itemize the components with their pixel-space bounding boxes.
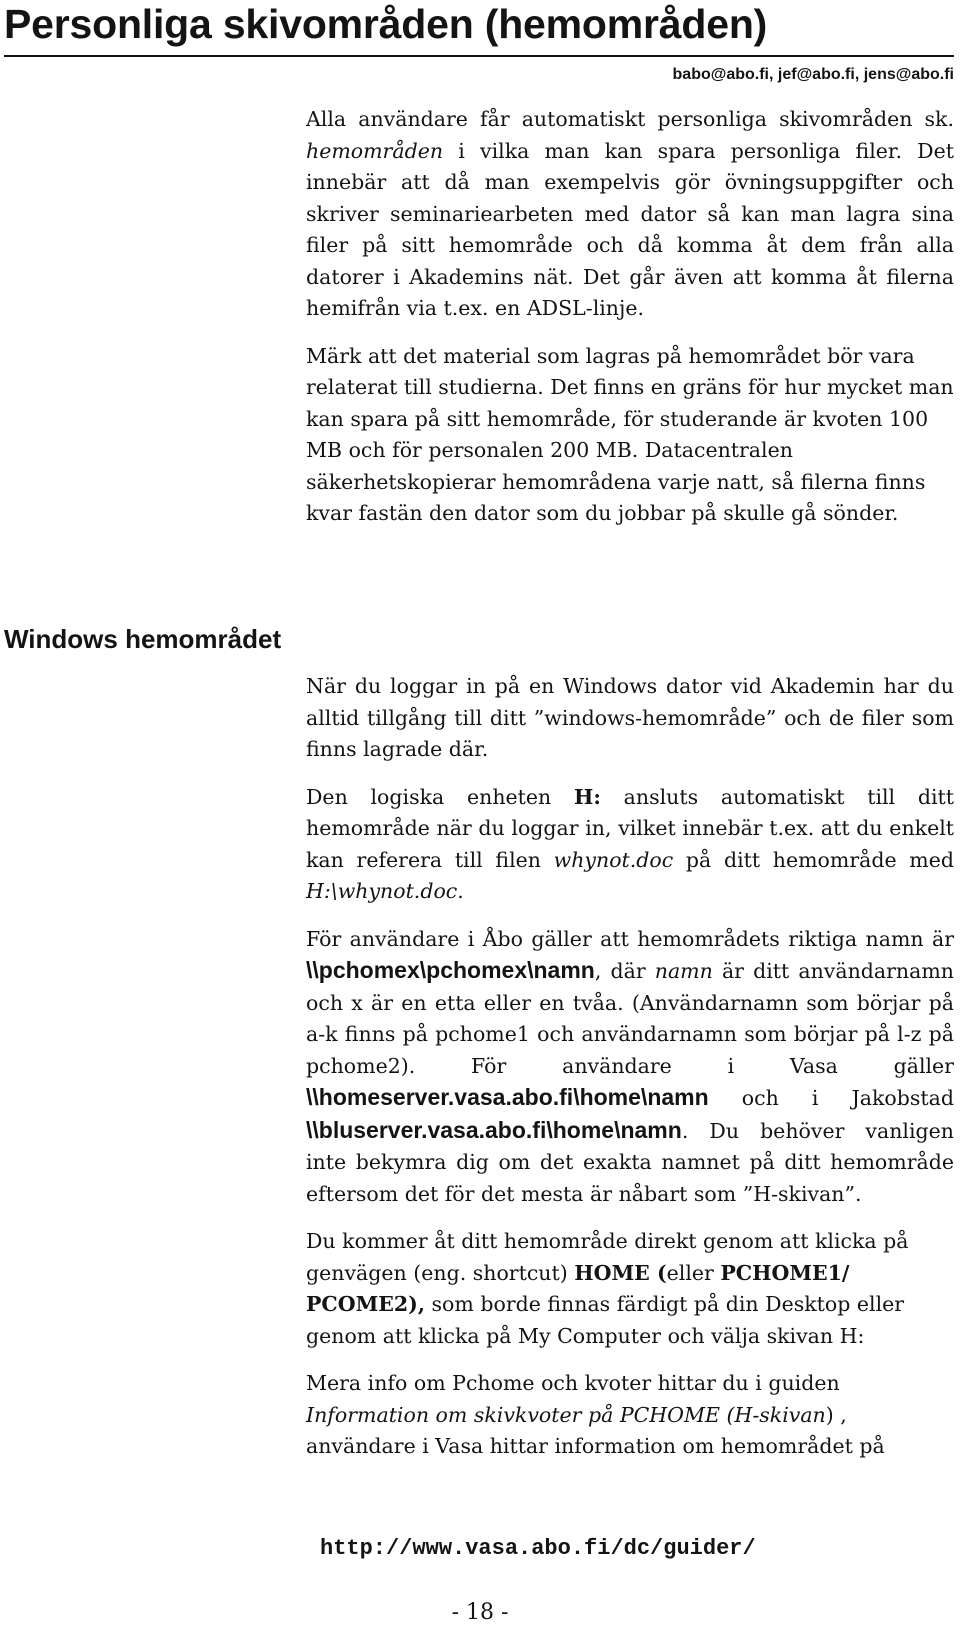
section-heading-windows: Windows hemområdet bbox=[4, 624, 282, 654]
guide-title: Information om skivkvoter på PCHOME (H-skivan bbox=[306, 1402, 826, 1427]
windows-column bbox=[306, 671, 954, 1463]
example-file-name: whynot.doc bbox=[553, 847, 674, 872]
intro-paragraph-2: Märk att det material som lagras på hemområdet bör vara relaterat till studierna. Det finns en gräns för hur mycket man kan spara på sitt hemområde, för studerande är kvoten 100 MB och för personalen 200 MB. Datacentralen säkerhetskopierar hemområdena varje natt, så filerna finns kvar fastän den dator som du jobbar på skulle gå sönder. bbox=[306, 343, 954, 525]
term-hemomraden: hemområden bbox=[306, 138, 444, 163]
windows-paragraph-5: Mera info om Pchome och kvoter hittar du i guiden Information om skivkvoter på PCHOME (H-skivan) , användare i Vasa hittar information om hemområdet på bbox=[306, 1371, 885, 1458]
drive-letter: H: bbox=[573, 784, 601, 809]
jakobstad-path: \\bluserver.vasa.abo.fi\home\namn bbox=[306, 1116, 682, 1143]
windows-paragraph-3: För användare i Åbo gäller att hemområdets riktiga namn är \\pchomex\pchomex\namn, där namn är ditt användarnamn och x är en etta eller en tvåa. (Användarnamn som börjar på a-k finns på pchome1 och användarnamn som börjar på l-z på pchome2). För användare i Vasa gäller \\homeserver.vasa.abo.fi\home\namn och i Jakobstad \\bluserver.vasa.abo.fi\home\namn. Du behöver vanligen inte bekymra dig om det exakta namnet på ditt hemområde eftersom det för det mesta är nåbart som ”H-skivan”. bbox=[306, 926, 954, 1206]
windows-paragraph-2: Den logiska enheten H: ansluts automatiskt till ditt hemområde när du loggar in, vilket innebär t.ex. att du enkelt kan referera till filen whynot.doc på ditt hemområde med H:\whynot.doc. bbox=[306, 784, 955, 903]
shortcut-home: HOME ( bbox=[574, 1260, 667, 1285]
windows-paragraph-1: När du loggar in på en Windows dator vid Akademin har du alltid tillgång till ditt ”windows-hemområde” och de filer som finns lagrade där. bbox=[306, 674, 954, 761]
page-number: - 18 - bbox=[451, 1600, 509, 1625]
example-file-path: H:\whynot.doc bbox=[306, 879, 458, 903]
intro-column bbox=[306, 104, 954, 530]
pchome-path: \\pchomex\pchomex\namn bbox=[306, 957, 595, 983]
term-namn: namn bbox=[654, 959, 713, 983]
shortcut-pchome: PCHOME1/ PCOME2), bbox=[306, 1260, 850, 1316]
windows-paragraph-4: Du kommer åt ditt hemområde direkt genom att klicka på genvägen (eng. shortcut) HOME (eller PCHOME1/ PCOME2), som borde finnas färdigt på din Desktop eller genom att klicka på My Computer och välja skivan H: bbox=[306, 1229, 909, 1348]
page-title: Personliga skivområden (hemområden) bbox=[4, 1, 768, 47]
guide-url[interactable]: http://www.vasa.abo.fi/dc/guider/ bbox=[320, 1536, 756, 1561]
title-rule bbox=[4, 55, 954, 57]
vasa-path: \\homeserver.vasa.abo.fi\home\namn bbox=[306, 1084, 709, 1110]
intro-paragraph-1: Alla användare får automatiskt personliga skivområden sk. hemområden i vilka man kan spara personliga filer. Det innebär att då man exempelvis gör övningsuppgifter och skriver seminariearbeten med dator så kan man lagra sina filer på sitt hemområde och då komma åt dem från alla datorer i Akademins nät. Det går även att komma åt filerna hemifrån via t.ex. en ADSL-linje. bbox=[306, 107, 954, 320]
author-emails: babo@abo.fi, jef@abo.fi, jens@abo.fi bbox=[672, 66, 954, 83]
